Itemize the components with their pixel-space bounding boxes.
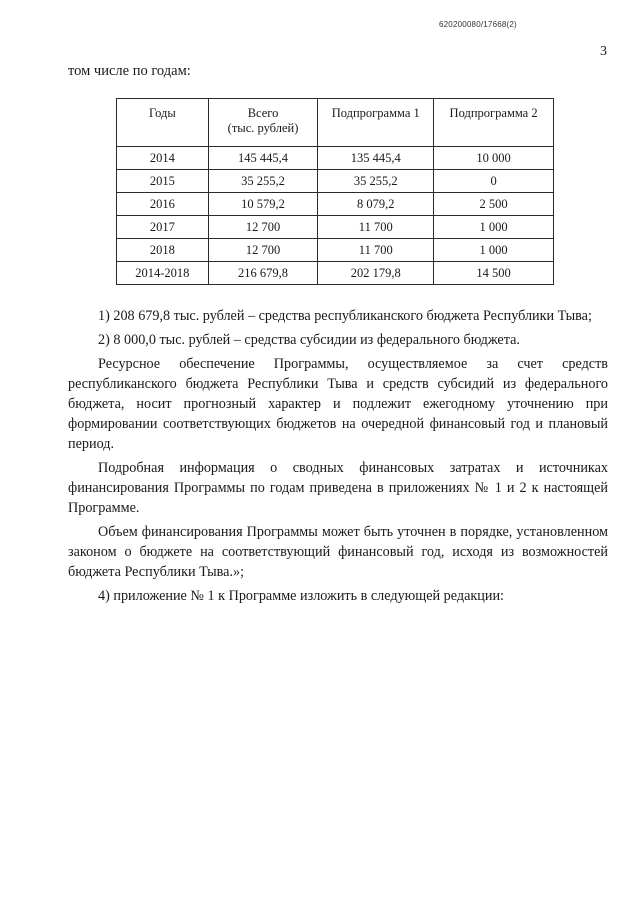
cell-year: 2015 (117, 170, 209, 193)
column-header-years: Годы (117, 99, 209, 147)
paragraph-item-4: 4) приложение № 1 к Программе изложить в следующей редакции: (98, 588, 504, 604)
table-row (117, 216, 554, 239)
document-id: 620200080/17668(2) (439, 20, 517, 29)
table-row (117, 170, 554, 193)
cell-subprogram-2: 10 000 (434, 147, 554, 170)
table-row-total (117, 262, 554, 285)
column-header-subprogram-1: Подпрограмма 1 (318, 99, 434, 147)
cell-year: 2018 (117, 239, 209, 262)
table-row (117, 147, 554, 170)
cell-total: 12 700 (208, 216, 318, 239)
paragraph-item-1: 1) 208 679,8 тыс. рублей – средства республиканского бюджета Республики Тыва; (98, 308, 592, 324)
financing-table (116, 98, 554, 285)
cell-subprogram-1: 11 700 (318, 216, 434, 239)
cell-year: 2014-2018 (117, 262, 209, 285)
cell-subprogram-2: 1 000 (434, 239, 554, 262)
cell-subprogram-2: 2 500 (434, 193, 554, 216)
cell-subprogram-1: 35 255,2 (318, 170, 434, 193)
cell-subprogram-1: 11 700 (318, 239, 434, 262)
cell-year: 2017 (117, 216, 209, 239)
cell-subprogram-1: 135 445,4 (318, 147, 434, 170)
cell-total: 145 445,4 (208, 147, 318, 170)
paragraph-item-2: 2) 8 000,0 тыс. рублей – средства субсидии из федерального бюджета. (98, 332, 520, 348)
column-header-total-label: Всего (247, 106, 279, 120)
cell-total: 10 579,2 (208, 193, 318, 216)
cell-year: 2016 (117, 193, 209, 216)
page-number: 3 (600, 44, 607, 59)
table-row (117, 239, 554, 262)
cell-subprogram-1: 8 079,2 (318, 193, 434, 216)
table-header-row (117, 99, 554, 147)
cell-year: 2014 (117, 147, 209, 170)
column-header-total-unit: (тыс. рублей) (227, 121, 299, 135)
cell-total: 35 255,2 (208, 170, 318, 193)
cell-total: 216 679,8 (208, 262, 318, 285)
paragraph-funding-volume: Объем финансирования Программы может быть уточнен в порядке, установленном законом о бюджете на соответствующий финансовый год, исходя из возможностей бюджета Республики Тыва.»; (68, 524, 608, 580)
column-header-subprogram-2: Подпрограмма 2 (434, 99, 554, 147)
cell-subprogram-2: 0 (434, 170, 554, 193)
cell-subprogram-2: 14 500 (434, 262, 554, 285)
intro-text: том числе по годам: (68, 63, 191, 79)
paragraph-resource-provision: Ресурсное обеспечение Программы, осуществляемое за счет средств республиканского бюджета Республики Тыва и средств субсидий из федерального бюджета, носит прогнозный характер и подлежит ежегодному уточнению при формировании соответствующих бюджетов на очередной финансовый год и плановый период. (68, 356, 608, 452)
document-body (68, 306, 608, 610)
cell-subprogram-2: 1 000 (434, 216, 554, 239)
cell-total: 12 700 (208, 239, 318, 262)
paragraph-detailed-info: Подробная информация о сводных финансовых затратах и источниках финансирования Программы по годам приведена в приложениях № 1 и 2 к настоящей Программе. (68, 460, 608, 516)
cell-subprogram-1: 202 179,8 (318, 262, 434, 285)
column-header-total (208, 99, 318, 147)
table-row (117, 193, 554, 216)
